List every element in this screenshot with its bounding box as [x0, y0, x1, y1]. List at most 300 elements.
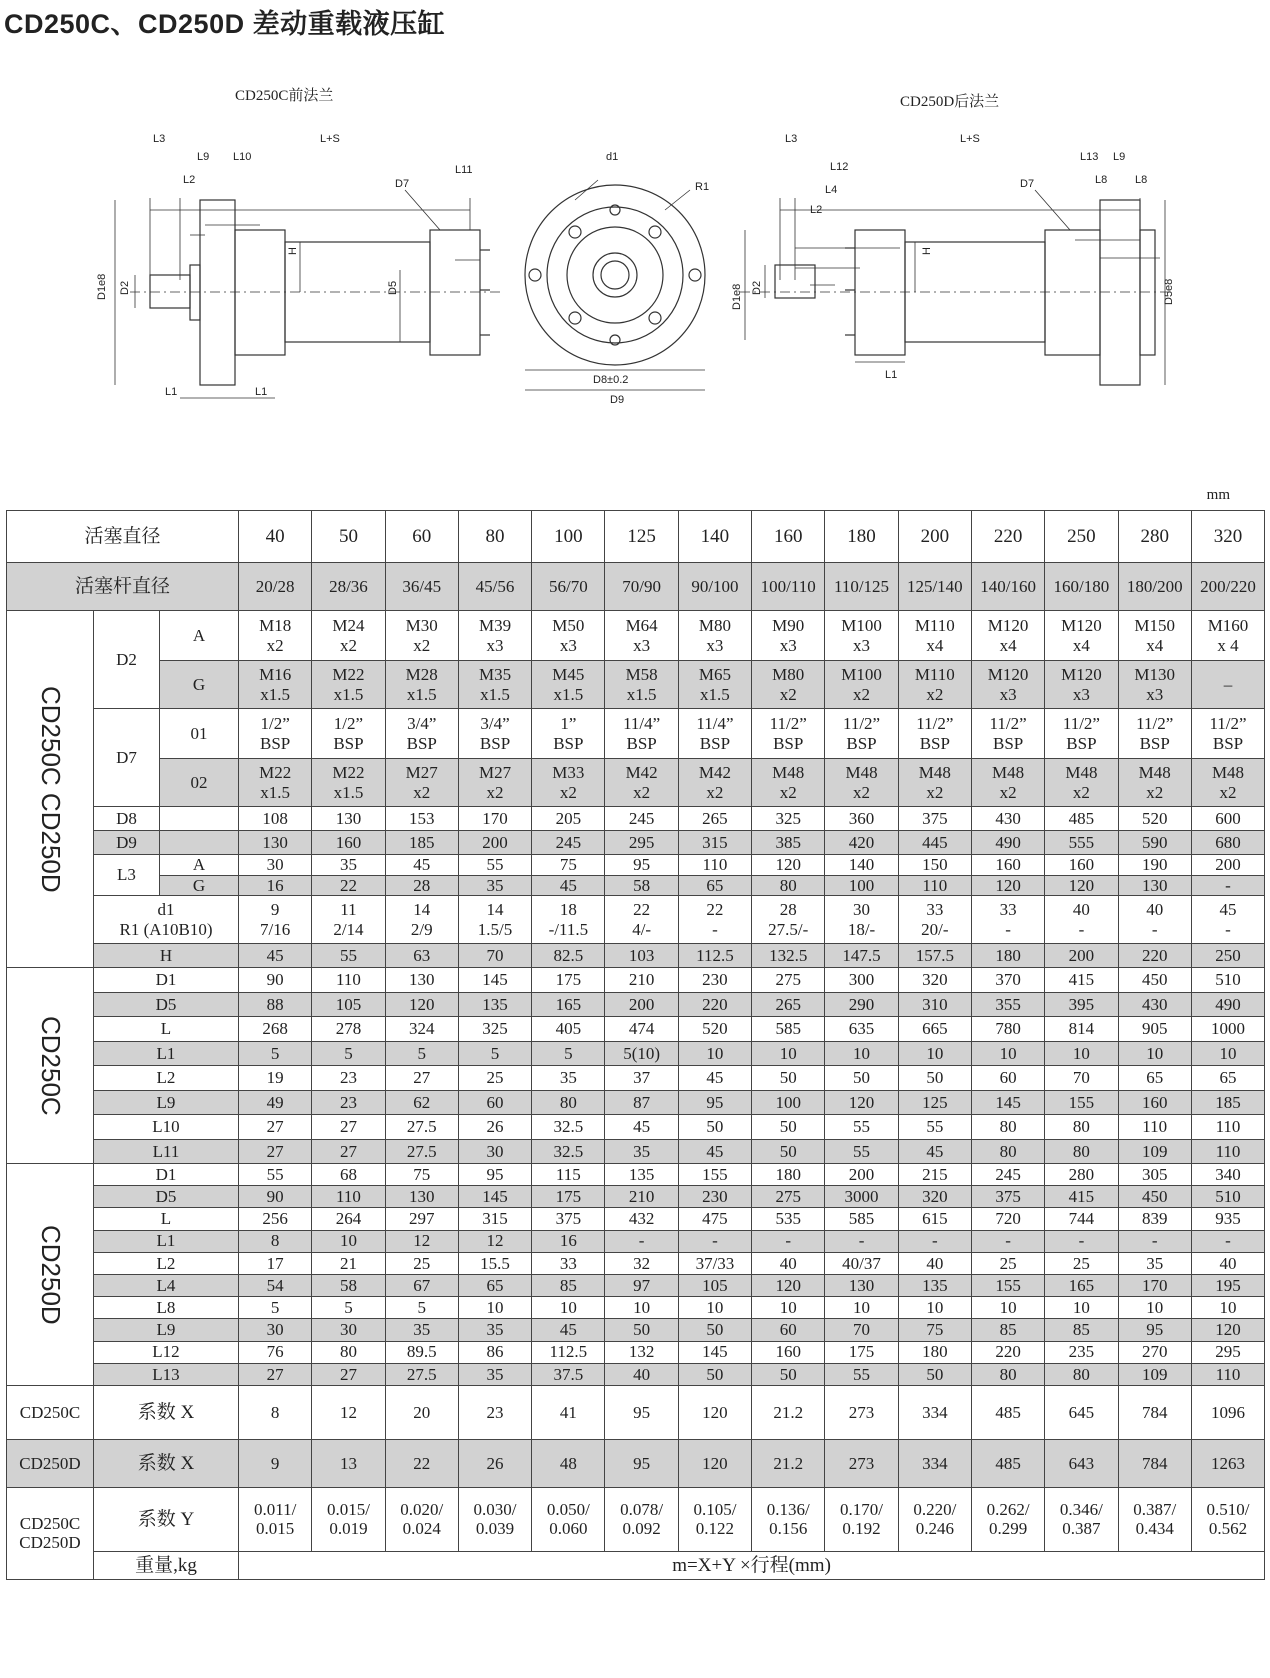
- table-cell: 110: [678, 855, 751, 876]
- table-cell: 37: [605, 1066, 678, 1091]
- table-cell: 160: [971, 855, 1044, 876]
- table-cell: 100: [825, 875, 898, 896]
- dim-label: L+S: [320, 133, 340, 145]
- table-cell: 12: [312, 1385, 385, 1439]
- dim-label: L+S: [960, 133, 980, 145]
- rod-value: 100/110: [752, 563, 825, 611]
- table-cell: 88: [239, 992, 312, 1017]
- table-cell: 80: [971, 1115, 1044, 1140]
- table-cell: 30 18/-: [825, 896, 898, 944]
- table-row: [7, 1139, 1265, 1164]
- rod-value: 36/45: [385, 563, 458, 611]
- table-cell: 14 2/9: [385, 896, 458, 944]
- table-cell: 245: [971, 1164, 1044, 1186]
- dim-label: D8±0.2: [593, 374, 629, 386]
- row-label: D9: [94, 831, 160, 855]
- table-cell: 665: [898, 1017, 971, 1042]
- table-cell: 585: [752, 1017, 825, 1042]
- table-cell: 210: [605, 1186, 678, 1208]
- table-cell: M33 x2: [532, 759, 605, 807]
- rod-value: 180/200: [1118, 563, 1191, 611]
- group-d-label: CD250D: [7, 1164, 94, 1386]
- table-cell: 250: [1191, 944, 1264, 968]
- table-cell: 165: [532, 992, 605, 1017]
- row-sublabel: 02: [160, 759, 239, 807]
- table-cell: M30 x2: [385, 611, 458, 661]
- table-cell: 80: [1045, 1139, 1118, 1164]
- table-cell: 405: [532, 1017, 605, 1042]
- table-cell: 41: [532, 1385, 605, 1439]
- table-cell: 270: [1118, 1341, 1191, 1363]
- table-cell: M64 x3: [605, 611, 678, 661]
- table-cell: 50: [898, 1066, 971, 1091]
- table-cell: 110: [312, 968, 385, 993]
- table-cell: -: [971, 1230, 1044, 1252]
- table-cell: 814: [1045, 1017, 1118, 1042]
- table-cell: 155: [971, 1275, 1044, 1297]
- rod-value: 200/220: [1191, 563, 1264, 611]
- table-cell: 70: [458, 944, 531, 968]
- table-cell: M80 x2: [752, 661, 825, 709]
- dim-label: L8: [1095, 174, 1108, 186]
- table-cell: 3000: [825, 1186, 898, 1208]
- table-row: [7, 661, 1265, 709]
- row-label: L10: [94, 1115, 239, 1140]
- table-row: [7, 1252, 1265, 1274]
- table-cell: M48 x2: [1191, 759, 1264, 807]
- row-label: L9: [94, 1090, 239, 1115]
- table-cell: 35: [312, 855, 385, 876]
- row-label: D7: [94, 709, 160, 807]
- table-cell: -: [1045, 1230, 1118, 1252]
- table-cell: 490: [971, 831, 1044, 855]
- table-cell: 510: [1191, 1186, 1264, 1208]
- row-label: L1: [94, 1230, 239, 1252]
- weight-formula: m=X+Y ×行程(mm): [239, 1551, 1265, 1579]
- table-cell: 110: [1118, 1115, 1191, 1140]
- table-cell: 50: [678, 1363, 751, 1385]
- table-cell: 150: [898, 855, 971, 876]
- table-cell: 10: [312, 1230, 385, 1252]
- table-cell: 3/4” BSP: [385, 709, 458, 759]
- table-cell: 185: [1191, 1090, 1264, 1115]
- table-cell: 280: [1045, 1164, 1118, 1186]
- table-cell: 110: [1191, 1115, 1264, 1140]
- table-cell: 100: [752, 1090, 825, 1115]
- table-cell: 50: [752, 1139, 825, 1164]
- table-row: [7, 1115, 1265, 1140]
- table-cell: 1/2” BSP: [239, 709, 312, 759]
- table-row: [7, 944, 1265, 968]
- table-cell: M58 x1.5: [605, 661, 678, 709]
- weight-label: 重量,kg: [94, 1551, 239, 1579]
- table-cell: M22 x1.5: [312, 661, 385, 709]
- dim-label: L13: [1080, 151, 1099, 163]
- table-cell: 520: [1118, 807, 1191, 831]
- table-cell: 450: [1118, 1186, 1191, 1208]
- table-cell: M39 x3: [458, 611, 531, 661]
- table-cell: M28 x1.5: [385, 661, 458, 709]
- table-cell: 0.510/ 0.562: [1191, 1487, 1264, 1551]
- table-row: [7, 511, 1265, 563]
- table-cell: 5: [239, 1041, 312, 1066]
- table-cell: 635: [825, 1017, 898, 1042]
- table-row: [7, 1297, 1265, 1319]
- table-cell: 170: [1118, 1275, 1191, 1297]
- bore-value: 320: [1191, 511, 1264, 563]
- table-cell: -: [752, 1230, 825, 1252]
- table-cell: 5: [385, 1041, 458, 1066]
- table-cell: 50: [825, 1066, 898, 1091]
- table-cell: 375: [532, 1208, 605, 1230]
- table-cell: 310: [898, 992, 971, 1017]
- table-cell: M48 x2: [898, 759, 971, 807]
- rod-value: 28/36: [312, 563, 385, 611]
- table-cell: 27: [385, 1066, 458, 1091]
- page-title: CD250C、CD250D 差动重载液压缸: [4, 9, 446, 39]
- table-cell: 25: [971, 1252, 1044, 1274]
- dim-label: L11: [455, 164, 473, 176]
- table-cell: 14 1.5/5: [458, 896, 531, 944]
- table-cell: 155: [1045, 1090, 1118, 1115]
- table-cell: 28 27.5/-: [752, 896, 825, 944]
- table-cell: 145: [971, 1090, 1044, 1115]
- table-cell: 170: [458, 807, 531, 831]
- table-cell: 26: [458, 1439, 531, 1487]
- table-cell: 430: [1118, 992, 1191, 1017]
- table-cell: 109: [1118, 1139, 1191, 1164]
- table-cell: 320: [898, 968, 971, 993]
- table-cell: 275: [752, 1186, 825, 1208]
- table-cell: 28: [385, 875, 458, 896]
- dim-label: R1: [695, 181, 710, 193]
- bore-value: 220: [971, 511, 1044, 563]
- row-label: H: [94, 944, 239, 968]
- table-cell: 21.2: [752, 1385, 825, 1439]
- table-row: [7, 1186, 1265, 1208]
- table-cell: 10: [532, 1297, 605, 1319]
- table-cell: 40: [1191, 1252, 1264, 1274]
- table-cell: M48 x2: [825, 759, 898, 807]
- table-cell: 432: [605, 1208, 678, 1230]
- table-cell: 19: [239, 1066, 312, 1091]
- table-cell: 160: [752, 1341, 825, 1363]
- table-cell: 22: [312, 875, 385, 896]
- row-sublabel: 01: [160, 709, 239, 759]
- table-cell: 147.5: [825, 944, 898, 968]
- table-cell: 205: [532, 807, 605, 831]
- table-cell: 220: [678, 992, 751, 1017]
- table-cell: 130: [312, 807, 385, 831]
- table-cell: 18 -/11.5: [532, 896, 605, 944]
- table-cell: 27: [312, 1363, 385, 1385]
- table-cell: 145: [678, 1341, 751, 1363]
- table-cell: 8: [239, 1385, 312, 1439]
- table-cell: 120: [971, 875, 1044, 896]
- table-cell: 200: [1045, 944, 1118, 968]
- table-cell: 485: [971, 1439, 1044, 1487]
- table-cell: M16 x1.5: [239, 661, 312, 709]
- row-label: L9: [94, 1319, 239, 1341]
- table-cell: -: [1191, 1230, 1264, 1252]
- table-cell: 0.346/ 0.387: [1045, 1487, 1118, 1551]
- dim-label: D5e8: [1163, 278, 1175, 305]
- table-cell: 30: [458, 1139, 531, 1164]
- table-cell: 33: [532, 1252, 605, 1274]
- table-cell: 120: [752, 1275, 825, 1297]
- table-cell: 10: [1045, 1041, 1118, 1066]
- table-cell: 12: [385, 1230, 458, 1252]
- table-cell: 75: [898, 1319, 971, 1341]
- table-cell: 420: [825, 831, 898, 855]
- table-cell: 40: [605, 1363, 678, 1385]
- table-cell: M120 x3: [971, 661, 1044, 709]
- table-row: [7, 807, 1265, 831]
- dim-label: D9: [610, 394, 625, 406]
- dim-label: L9: [1113, 151, 1126, 163]
- table-cell: 45: [239, 944, 312, 968]
- row-label: L11: [94, 1139, 239, 1164]
- table-cell: 839: [1118, 1208, 1191, 1230]
- bore-value: 60: [385, 511, 458, 563]
- table-cell: 180: [752, 1164, 825, 1186]
- table-cell: 300: [825, 968, 898, 993]
- table-cell: 245: [605, 807, 678, 831]
- rod-value: 110/125: [825, 563, 898, 611]
- table-cell: 256: [239, 1208, 312, 1230]
- table-row: [7, 1319, 1265, 1341]
- table-cell: 155: [678, 1164, 751, 1186]
- row-label: L3: [94, 855, 160, 896]
- table-cell: 65: [1118, 1066, 1191, 1091]
- table-cell: 130: [385, 968, 458, 993]
- table-cell: –: [1191, 661, 1264, 709]
- table-cell: 60: [971, 1066, 1044, 1091]
- table-cell: 445: [898, 831, 971, 855]
- table-cell: 27: [312, 1115, 385, 1140]
- table-cell: 10: [678, 1297, 751, 1319]
- table-cell: 85: [971, 1319, 1044, 1341]
- table-cell: 35: [385, 1319, 458, 1341]
- table-cell: 145: [458, 1186, 531, 1208]
- table-cell: 120: [752, 855, 825, 876]
- table-cell: 10: [1191, 1297, 1264, 1319]
- row-label: D8: [94, 807, 160, 831]
- table-cell: 315: [678, 831, 751, 855]
- rod-value: 140/160: [971, 563, 1044, 611]
- table-cell: 65: [458, 1275, 531, 1297]
- table-row: [7, 1208, 1265, 1230]
- table-cell: 10: [1118, 1297, 1191, 1319]
- table-cell: 9: [239, 1439, 312, 1487]
- table-cell: 45: [678, 1139, 751, 1164]
- table-row: [7, 855, 1265, 876]
- row-label: L: [94, 1017, 239, 1042]
- table-cell: 10: [971, 1041, 1044, 1066]
- table-cell: 27.5: [385, 1139, 458, 1164]
- front-flange-caption: CD250C前法兰: [235, 88, 334, 104]
- table-cell: 58: [312, 1275, 385, 1297]
- table-cell: 55: [825, 1139, 898, 1164]
- bore-value: 50: [312, 511, 385, 563]
- table-cell: 744: [1045, 1208, 1118, 1230]
- table-cell: 157.5: [898, 944, 971, 968]
- table-cell: 415: [1045, 968, 1118, 993]
- table-cell: 430: [971, 807, 1044, 831]
- bore-value: 180: [825, 511, 898, 563]
- table-cell: 80: [312, 1341, 385, 1363]
- dim-label: L1: [165, 386, 178, 398]
- table-cell: 80: [971, 1363, 1044, 1385]
- table-cell: 45 -: [1191, 896, 1264, 944]
- table-cell: 27: [239, 1139, 312, 1164]
- table-cell: 45: [605, 1115, 678, 1140]
- table-cell: 0.220/ 0.246: [898, 1487, 971, 1551]
- table-cell: 97: [605, 1275, 678, 1297]
- table-cell: 265: [678, 807, 751, 831]
- table-cell: 325: [458, 1017, 531, 1042]
- dim-label: L8: [1135, 174, 1148, 186]
- row-sublabel: G: [160, 875, 239, 896]
- table-cell: 50: [678, 1319, 751, 1341]
- table-cell: 780: [971, 1017, 1044, 1042]
- table-cell: 175: [825, 1341, 898, 1363]
- table-cell: 8: [239, 1230, 312, 1252]
- table-cell: 130: [1118, 875, 1191, 896]
- table-cell: 25: [1045, 1252, 1118, 1274]
- table-cell: 37/33: [678, 1252, 751, 1274]
- row-label: L: [94, 1208, 239, 1230]
- table-cell: 20: [385, 1385, 458, 1439]
- table-cell: 11 2/14: [312, 896, 385, 944]
- table-cell: 63: [385, 944, 458, 968]
- table-cell: 132.5: [752, 944, 825, 968]
- table-cell: 555: [1045, 831, 1118, 855]
- table-cell: 95: [605, 1439, 678, 1487]
- rod-value: 125/140: [898, 563, 971, 611]
- table-cell: 11/4” BSP: [678, 709, 751, 759]
- model-label: CD250C CD250D: [7, 1487, 94, 1579]
- dim-label: D5: [387, 280, 399, 295]
- end-view-drawing: [525, 180, 705, 390]
- table-cell: 120: [385, 992, 458, 1017]
- table-cell: 0.170/ 0.192: [825, 1487, 898, 1551]
- table-cell: 145: [458, 968, 531, 993]
- table-cell: 160: [1118, 1090, 1191, 1115]
- table-cell: 125: [898, 1090, 971, 1115]
- dim-label: L12: [830, 161, 849, 173]
- row-sublabel: [160, 807, 239, 831]
- dim-label: H: [287, 247, 299, 255]
- table-cell: 27: [312, 1139, 385, 1164]
- table-cell: 230: [678, 1186, 751, 1208]
- table-cell: 190: [1118, 855, 1191, 876]
- table-cell: 1” BSP: [532, 709, 605, 759]
- table-cell: 375: [898, 807, 971, 831]
- table-cell: -: [605, 1230, 678, 1252]
- table-cell: M48 x2: [1118, 759, 1191, 807]
- table-cell: 130: [239, 831, 312, 855]
- table-cell: 210: [605, 968, 678, 993]
- table-cell: 95: [605, 1385, 678, 1439]
- table-row: [7, 1341, 1265, 1363]
- rod-value: 160/180: [1045, 563, 1118, 611]
- model-label: CD250D: [7, 1439, 94, 1487]
- row-label: D5: [94, 1186, 239, 1208]
- table-cell: 110: [898, 875, 971, 896]
- table-cell: 89.5: [385, 1341, 458, 1363]
- table-cell: 645: [1045, 1385, 1118, 1439]
- table-cell: 12: [458, 1230, 531, 1252]
- unit-label: mm: [1206, 487, 1230, 503]
- dim-label: H: [921, 247, 933, 255]
- row-sublabel: A: [160, 855, 239, 876]
- table-cell: 21: [312, 1252, 385, 1274]
- table-cell: 275: [752, 968, 825, 993]
- table-cell: 340: [1191, 1164, 1264, 1186]
- table-cell: 0.050/ 0.060: [532, 1487, 605, 1551]
- table-cell: 10: [971, 1297, 1044, 1319]
- table-cell: 11/2” BSP: [1118, 709, 1191, 759]
- table-cell: -: [678, 1230, 751, 1252]
- table-cell: 297: [385, 1208, 458, 1230]
- bore-value: 100: [532, 511, 605, 563]
- table-cell: 120: [1045, 875, 1118, 896]
- dimension-table: [6, 510, 1265, 1580]
- table-cell: 153: [385, 807, 458, 831]
- table-cell: 1096: [1191, 1385, 1264, 1439]
- table-row: [7, 1066, 1265, 1091]
- dim-label: L10: [233, 151, 252, 163]
- table-cell: 67: [385, 1275, 458, 1297]
- table-cell: 5: [312, 1041, 385, 1066]
- front-flange-cylinder-drawing: [115, 190, 500, 398]
- table-cell: 0.387/ 0.434: [1118, 1487, 1191, 1551]
- table-cell: 10: [752, 1041, 825, 1066]
- table-cell: 935: [1191, 1208, 1264, 1230]
- row-label: L2: [94, 1252, 239, 1274]
- table-cell: 230: [678, 968, 751, 993]
- table-cell: 115: [532, 1164, 605, 1186]
- table-row: [7, 831, 1265, 855]
- table-row: [7, 968, 1265, 993]
- table-cell: M120 x4: [1045, 611, 1118, 661]
- table-cell: 5(10): [605, 1041, 678, 1066]
- table-row: [7, 1090, 1265, 1115]
- table-cell: 0.105/ 0.122: [678, 1487, 751, 1551]
- row-sublabel: A: [160, 611, 239, 661]
- table-cell: 474: [605, 1017, 678, 1042]
- table-cell: 10: [1191, 1041, 1264, 1066]
- table-cell: 1263: [1191, 1439, 1264, 1487]
- table-cell: 95: [678, 1090, 751, 1115]
- table-cell: 50: [605, 1319, 678, 1341]
- table-cell: 55: [312, 944, 385, 968]
- table-cell: 135: [898, 1275, 971, 1297]
- table-cell: 35: [532, 1066, 605, 1091]
- table-cell: 30: [239, 855, 312, 876]
- table-cell: 135: [458, 992, 531, 1017]
- table-cell: 76: [239, 1341, 312, 1363]
- table-cell: 200: [1191, 855, 1264, 876]
- table-cell: 35: [605, 1139, 678, 1164]
- table-cell: 15.5: [458, 1252, 531, 1274]
- table-cell: M22 x1.5: [239, 759, 312, 807]
- table-cell: 90: [239, 968, 312, 993]
- table-cell: 37.5: [532, 1363, 605, 1385]
- table-row: [7, 563, 1265, 611]
- model-label: CD250C: [7, 1385, 94, 1439]
